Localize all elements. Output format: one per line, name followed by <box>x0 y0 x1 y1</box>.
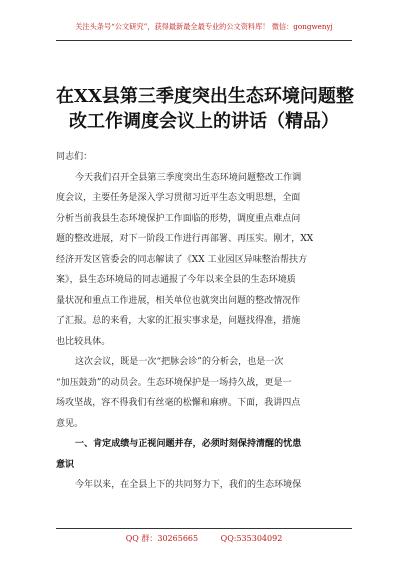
paragraph-line: 场攻坚战，容不得我们有丝毫的松懈和麻痹。下面，我讲四点 <box>56 398 301 408</box>
paragraph-line: 意见。 <box>56 418 84 429</box>
paragraph-line: 今年以来，在全县上下的共同努力下，我们的生态环境保 <box>75 480 302 490</box>
title-line-1: 在XX县第三季度突出生态环境问题整 <box>56 86 354 107</box>
paragraph-line: 量状况和重点工作进展，相关单位也就突出问题的整改情况作 <box>56 295 301 306</box>
header-promo: 关注头条号“公文研究”，获得最新最全最专业的公文资料库！ 微信：gongwenyj <box>75 22 333 31</box>
heading-line: 意识 <box>56 459 75 470</box>
document-title <box>56 84 352 134</box>
paragraph-line: 分析当前我县生态环境保护工作面临的形势，调度重点难点问 <box>56 213 301 224</box>
paragraph-line: “加压鼓劲”的动员会。生态环境保护是一场持久战，更是一 <box>56 377 292 388</box>
footer-divider <box>56 528 352 529</box>
paragraph-3 <box>56 475 352 496</box>
footer-qq-group: QQ 群：30265665 <box>125 534 199 543</box>
paragraph-line: 案》，县生态环境局的同志通报了今年以来全县的生态环境质 <box>56 275 296 285</box>
paragraph-line: 度会议，主要任务是深入学习贯彻习近平生态文明思想，全面 <box>56 193 301 203</box>
greeting: 同志们： <box>56 152 93 162</box>
paragraph-line: 今天我们召开全县第三季度突出生态环境问题整改工作调 <box>75 172 302 183</box>
footer-qq-number: QQ:535304092 <box>220 534 283 543</box>
paragraph-line: 题的整改进展，对下一阶段工作进行再部署、再压实。刚才，XX <box>56 234 314 244</box>
section-heading-1 <box>56 434 352 475</box>
title-line-2: 改工作调度会议上的讲话（精品） <box>69 111 339 132</box>
header-divider <box>56 40 352 41</box>
heading-line: 一、肯定成绩与正视问题并存，必须时刻保持清醒的忧患 <box>75 439 302 449</box>
paragraph-line: 经济开发区管委会的同志解读了《XX 工业园区异味整治帮扶方 <box>56 254 308 265</box>
paragraph-2 <box>56 352 352 434</box>
paragraph-line: 这次会议，既是一次“把脉会诊”的分析会，也是一次 <box>75 357 284 367</box>
paragraph-line: 也比较具体。 <box>56 336 111 347</box>
paragraph-line: 了汇报。总的来看，大家的汇报实事求是，问题找得准，措施 <box>56 316 301 326</box>
paragraph-1 <box>56 168 352 353</box>
footer-contact <box>56 533 352 549</box>
document-body <box>56 147 352 496</box>
